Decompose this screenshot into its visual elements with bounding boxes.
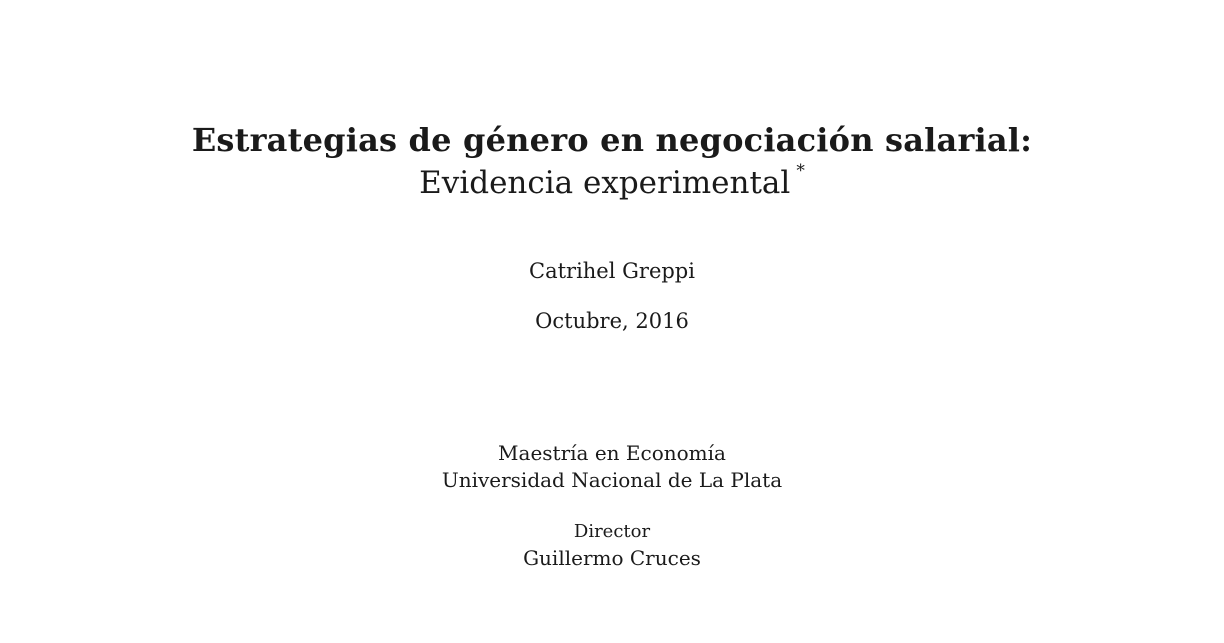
director-name: Guillermo Cruces	[523, 546, 701, 570]
publication-date: Octubre, 2016	[535, 309, 689, 333]
university-name: Universidad Nacional de La Plata	[441, 468, 783, 492]
paper-subtitle: Evidencia experimental	[419, 165, 791, 201]
paper-title: Estrategias de género en negociación salarial:	[191, 121, 1033, 159]
footnote-marker[interactable]: *	[796, 160, 805, 181]
degree-program: Maestría en Economía	[498, 441, 726, 465]
author-name: Catrihel Greppi	[529, 259, 695, 283]
paper-subtitle-line	[0, 160, 1224, 201]
director-label: Director	[573, 521, 651, 542]
